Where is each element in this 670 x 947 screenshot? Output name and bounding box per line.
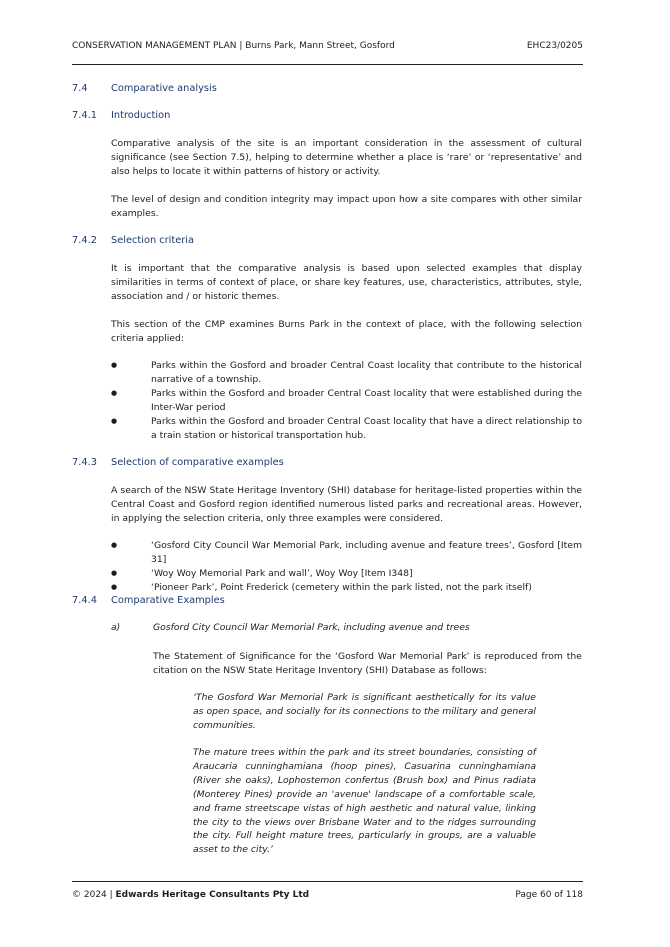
subheading-title: Gosford City Council War Memorial Park, including avenue and trees <box>153 622 470 633</box>
header-reference: EHC23/0205 <box>526 41 583 51</box>
paragraph: The level of design and condition integrity may impact upon how a site compares with other similar examples. <box>111 194 582 219</box>
footer-company: Edwards Heritage Consultants Pty Ltd <box>115 890 310 900</box>
header-divider <box>72 64 583 65</box>
paragraph: It is important that the comparative analysis is based upon selected examples that display similarities in terms of context of place, or share key features, use, characteristics, attributes, style, association and / or historic themes. <box>111 263 582 302</box>
heading-number: 7.4 <box>72 83 88 94</box>
paragraph: The Statement of Significance for the ‘Gosford War Memorial Park’ is reproduced from the citation on the NSW State Heritage Inventory (SHI) Database as follows: <box>153 651 582 676</box>
heading-number: 7.4.2 <box>72 235 97 246</box>
page-number: Page 60 of 118 <box>515 890 583 900</box>
header-title: CONSERVATION MANAGEMENT PLAN | Burns Park, Mann Street, Gosford <box>72 41 395 51</box>
page-header <box>72 41 583 51</box>
heading-number: 7.4.3 <box>72 457 97 468</box>
bullet-icon: ● <box>111 388 118 397</box>
bullet-icon: ● <box>111 361 118 369</box>
list-item: ● Parks within the Gosford and broader Central Coast locality that contribute to the historical narrative of a township. <box>111 360 582 385</box>
paragraph: A search of the NSW State Heritage Inventory (SHI) database for heritage-listed properties within the Central Coast and Gosford region identified numerous listed parks and recreational areas. However, in applying the selection criteria, only three examples were considered. <box>111 485 582 524</box>
bullet-icon: ● <box>111 582 118 591</box>
footer-copyright: © 2024 | Edwards Heritage Consultants Pty Ltd <box>72 890 310 900</box>
heading-title: Selection of comparative examples <box>111 457 284 468</box>
page-footer <box>72 890 583 900</box>
bullet-icon: ● <box>111 541 118 549</box>
paragraph: This section of the CMP examines Burns Park in the context of place, with the following selection criteria applied: <box>111 319 582 344</box>
list-item: ● Parks within the Gosford and broader Central Coast locality that were established during the Inter-War period <box>111 387 582 413</box>
paragraph: Comparative analysis of the site is an important consideration in the assessment of cultural significance (see Section 7.5), helping to determine whether a place is ‘rare’ or ‘representative’ and also helps to locate it within patterns of history or activity. <box>111 138 582 177</box>
list-item: ● ‘Pioneer Park’, Point Frederick (cemetery within the park listed, not the park itself) <box>111 581 532 593</box>
heading-title: Selection criteria <box>111 235 195 246</box>
heading-title: Comparative analysis <box>111 83 217 94</box>
comparative-examples-list <box>111 539 582 595</box>
heading-title: Introduction <box>111 110 171 121</box>
heading-title: Comparative Examples <box>111 595 225 606</box>
subheading-letter: a) <box>111 622 121 633</box>
list-item: ● Parks within the Gosford and broader Central Coast locality that have a direct relationship to a train station or historical transportation hub. <box>111 415 582 441</box>
heading-number: 7.4.1 <box>72 110 97 121</box>
quote-paragraph: The mature trees within the park and its street boundaries, consisting of Araucaria cunninghamiana (hoop pines), Casuarina cunninghamiana (River she oaks), Lophostemon confertus (Brush box) and Pinus radiata (Monterey Pines) provide an 'avenue' landscape of a comfortable scale, and frame streetscape vistas of high aesthetic and natural value, linking the city to the views over Brisbane Water and to the ridges surrounding the city. Full height mature trees, particularly in groups, are a valuable asset to the city.’ <box>193 747 536 856</box>
footer-divider <box>72 881 583 882</box>
list-item: ● ‘Gosford City Council War Memorial Park, including avenue and feature trees’, Gosford [Item 31] <box>111 540 582 565</box>
quote-paragraph: ‘The Gosford War Memorial Park is significant aesthetically for its value as open space, and socially for its connections to the military and general communities. <box>193 692 536 731</box>
bullet-icon: ● <box>111 416 118 425</box>
selection-criteria-list <box>111 359 582 442</box>
bullet-icon: ● <box>111 568 118 577</box>
heading-number: 7.4.4 <box>72 595 97 606</box>
list-item: ● ‘Woy Woy Memorial Park and wall’, Woy Woy [Item I348] <box>111 567 413 579</box>
